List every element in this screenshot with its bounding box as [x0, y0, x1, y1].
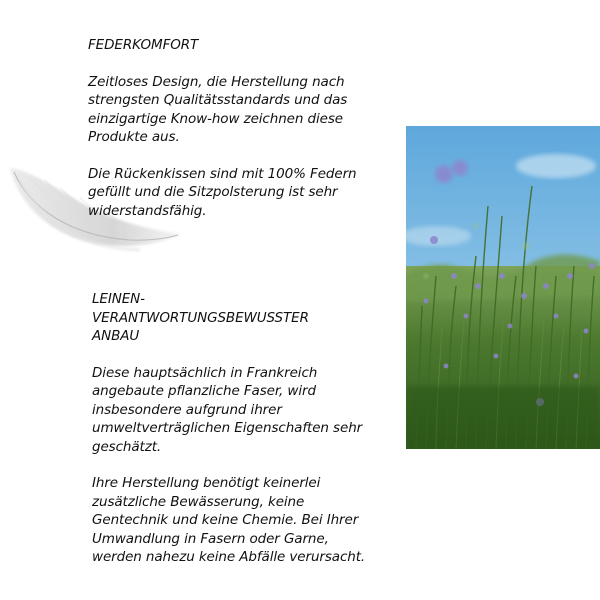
federkomfort-heading: FEDERKOMFORT [88, 37, 199, 53]
leinen-section [92, 290, 392, 567]
leinen-paragraph-2: Ihre Herstellung benötigt keinerlei zusätzliche Bewässerung, keine Gentechnik und keine Chemie. Bei Ihrer Umwandlung in Fasern oder Garne, werden nahezu keine Abfälle verursacht. [92, 475, 366, 565]
federkomfort-paragraph-1: Zeitloses Design, die Herstellung nach strengsten Qualitätsstandards und das einzigartige Know-how zeichnen diese Produkte aus. [88, 73, 348, 145]
flax-field-illustration [406, 126, 600, 449]
leinen-heading: LEINEN- VERANTWORTUNGSBEWUSSTER ANBAU [92, 291, 309, 344]
federkomfort-paragraph-2: Die Rückenkissen sind mit 100% Federn gefüllt und die Sitzpolsterung ist sehr widerstandsfähig. [88, 165, 357, 219]
leinen-paragraph-1: Diese hauptsächlich in Frankreich angebaute pflanzliche Faser, wird insbesondere aufgrund ihrer umweltverträglichen Eigenschaften sehr geschätzt. [92, 364, 363, 455]
flax-field-photo [406, 126, 600, 449]
federkomfort-section [88, 36, 378, 220]
